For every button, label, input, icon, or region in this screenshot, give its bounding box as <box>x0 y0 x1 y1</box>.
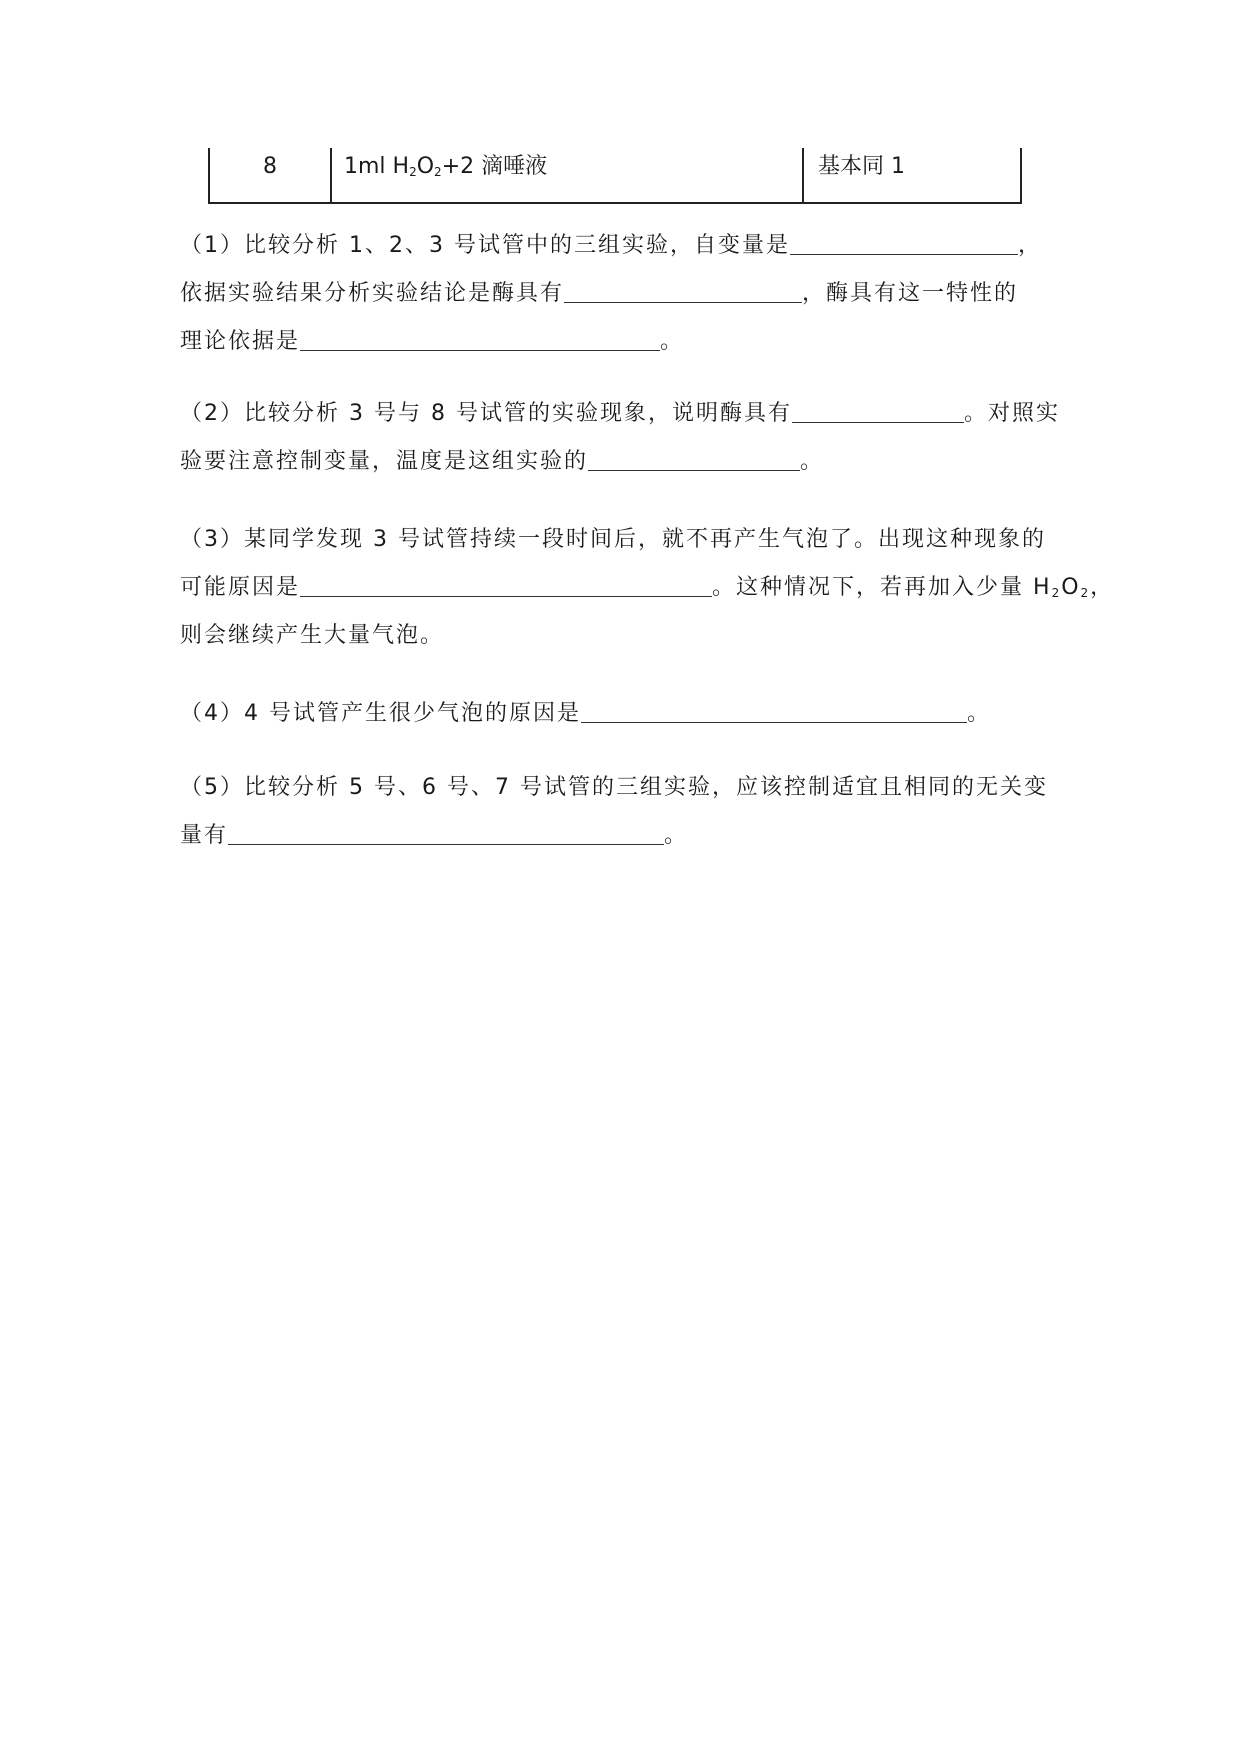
question-5-end-2: 。 <box>664 823 689 848</box>
question-5-text-2: 量有 <box>180 823 229 848</box>
question-1-line-2 <box>180 270 1070 318</box>
answer-blank-temperature-variable[interactable] <box>588 442 800 471</box>
question-3-text-1: （3）某同学发现 3 号试管持续一段时间后，就不再产生气泡了。出现这种现象的 <box>180 527 1046 552</box>
question-3-text-2: 可能原因是 <box>180 575 301 600</box>
question-3-line-2 <box>180 564 1115 612</box>
answer-blank-few-bubbles-reason[interactable] <box>581 694 967 723</box>
result-cell: 基本同 1 <box>818 154 905 179</box>
question-1-line-1 <box>180 222 1070 270</box>
question-1-text-1: （1）比较分析 1、2、3 号试管中的三组实验，自变量是 <box>180 233 790 258</box>
question-3 <box>180 516 1115 660</box>
question-4-end-1: 。 <box>967 701 992 726</box>
question-1-end-3: 。 <box>660 329 685 354</box>
question-3-line-1 <box>180 516 1070 564</box>
answer-blank-theoretical-basis[interactable] <box>300 322 660 351</box>
question-2-end-2: 。 <box>800 449 825 474</box>
question-3-mid: O <box>1061 575 1081 600</box>
question-1-line-3 <box>180 318 1070 366</box>
reagent-prefix: 1ml H <box>344 154 410 179</box>
question-2 <box>180 390 1070 486</box>
reagent-cell <box>332 148 804 202</box>
question-3-text-3: 则会继续产生大量气泡。 <box>180 623 445 648</box>
experiment-table-row <box>208 148 1022 204</box>
question-2-text-2: 验要注意控制变量，温度是这组实验的 <box>180 449 589 474</box>
question-2-line-2 <box>180 438 1070 486</box>
question-3-subscript-2: 2 <box>1080 586 1091 600</box>
answer-blank-irrelevant-variables[interactable] <box>228 816 664 845</box>
reagent-suffix: +2 滴唾液 <box>441 154 548 179</box>
reagent-subscript-2: 2 <box>434 165 442 179</box>
question-4 <box>180 690 1070 738</box>
answer-blank-independent-variable[interactable] <box>790 226 1018 255</box>
question-3-subscript-1: 2 <box>1051 586 1062 600</box>
question-5-line-2 <box>180 812 1070 860</box>
question-5 <box>180 764 1070 860</box>
question-1 <box>180 222 1070 366</box>
question-5-text-1: （5）比较分析 5 号、6 号、7 号试管的三组实验，应该控制适宜且相同的无关变 <box>180 775 1048 800</box>
question-2-line-1 <box>180 390 1070 438</box>
question-2-text-1: （2）比较分析 3 号与 8 号试管的实验现象，说明酶具有 <box>180 401 792 426</box>
reagent-subscript-1: 2 <box>409 165 417 179</box>
question-4-line-1 <box>180 690 1070 738</box>
tube-number-cell: 8 <box>210 148 332 202</box>
question-1-text-3: 理论依据是 <box>180 329 301 354</box>
question-1-end-1: ， <box>1017 233 1042 258</box>
question-5-line-1 <box>180 764 1070 812</box>
question-3-end-suffix: ， <box>1090 575 1115 600</box>
question-2-end-1: 。对照实 <box>963 401 1060 426</box>
question-3-end-prefix: 。这种情况下，若再加入少量 H <box>712 575 1052 600</box>
question-3-line-3 <box>180 612 1070 660</box>
question-1-end-2: ，酶具有这一特性的 <box>802 281 1019 306</box>
question-1-text-2: 依据实验结果分析实验结论是酶具有 <box>180 281 565 306</box>
answer-blank-possible-reason[interactable] <box>300 568 712 597</box>
answer-blank-enzyme-characteristic[interactable] <box>792 394 964 423</box>
reagent-mid: O <box>416 154 435 179</box>
answer-blank-enzyme-property[interactable] <box>564 274 802 303</box>
question-4-text-1: （4）4 号试管产生很少气泡的原因是 <box>180 701 581 726</box>
